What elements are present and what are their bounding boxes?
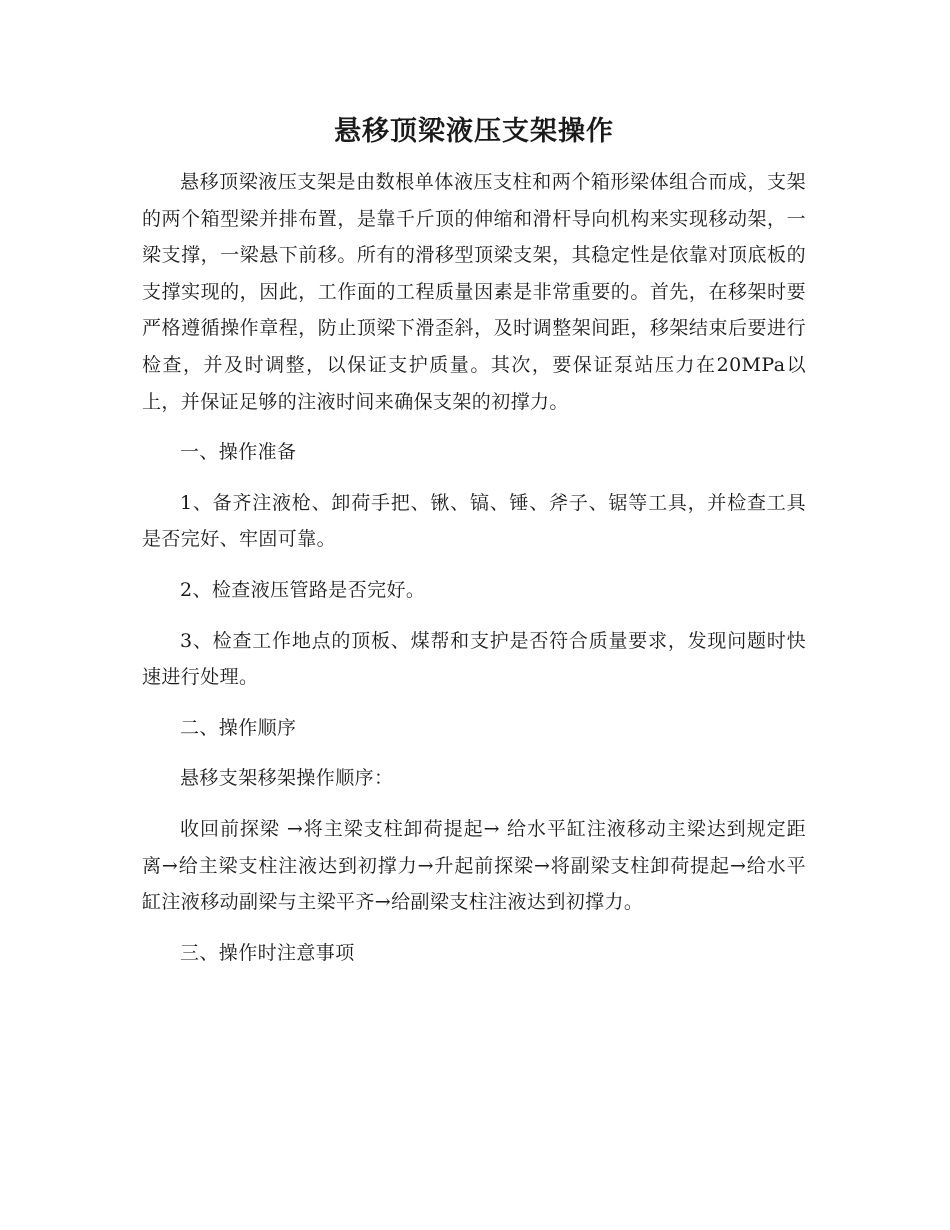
preparation-item-1: 1、备齐注液枪、卸荷手把、锹、镐、锤、斧子、锯等工具，并检查工具是否完好、牢固可靠。 <box>142 491 806 551</box>
section-heading-precautions: 三、操作时注意事项 <box>180 941 355 964</box>
intro-paragraph: 悬移顶梁液压支架是由数根单体液压支柱和两个箱形梁体组合而成，支架的两个箱型梁并排布置，是靠千斤顶的伸缩和滑杆导向机构来实现移动架，一梁支撑，一梁悬下前移。所有的滑移型顶梁支架，其稳定性是依靠对顶底板的支撑实现的，因此，工作面的工程质量因素是非常重要的。首先，在移架时要严格遵循操作章程，防止顶梁下滑歪斜，及时调整架间距，移架结束后要进行检查，并及时调整，以保证支护质量。其次，要保证泵站压力在20MPa以上，并保证足够的注液时间来确保支架的初撑力。 <box>142 171 806 413</box>
section-heading-preparation: 一、操作准备 <box>180 441 297 464</box>
sequence-steps-paragraph: 收回前探梁 →将主梁支柱卸荷提起→ 给水平缸注液移动主梁达到规定距离→给主梁支柱注液达到初撑力→升起前探梁→将副梁支柱卸荷提起→给水平缸注液移动副梁与主梁平齐→给副梁支柱注液达到初撑力。 <box>142 817 806 914</box>
section-heading-sequence: 二、操作顺序 <box>180 716 297 739</box>
preparation-item-2: 2、检查液压管路是否完好。 <box>180 578 426 601</box>
document-body <box>142 164 806 971</box>
preparation-item-3: 3、检查工作地点的顶板、煤帮和支护是否符合质量要求，发现问题时快速进行处理。 <box>142 629 806 689</box>
document-title: 悬移顶梁液压支架操作 <box>334 116 614 147</box>
sequence-intro: 悬移支架移架操作顺序： <box>180 767 394 790</box>
